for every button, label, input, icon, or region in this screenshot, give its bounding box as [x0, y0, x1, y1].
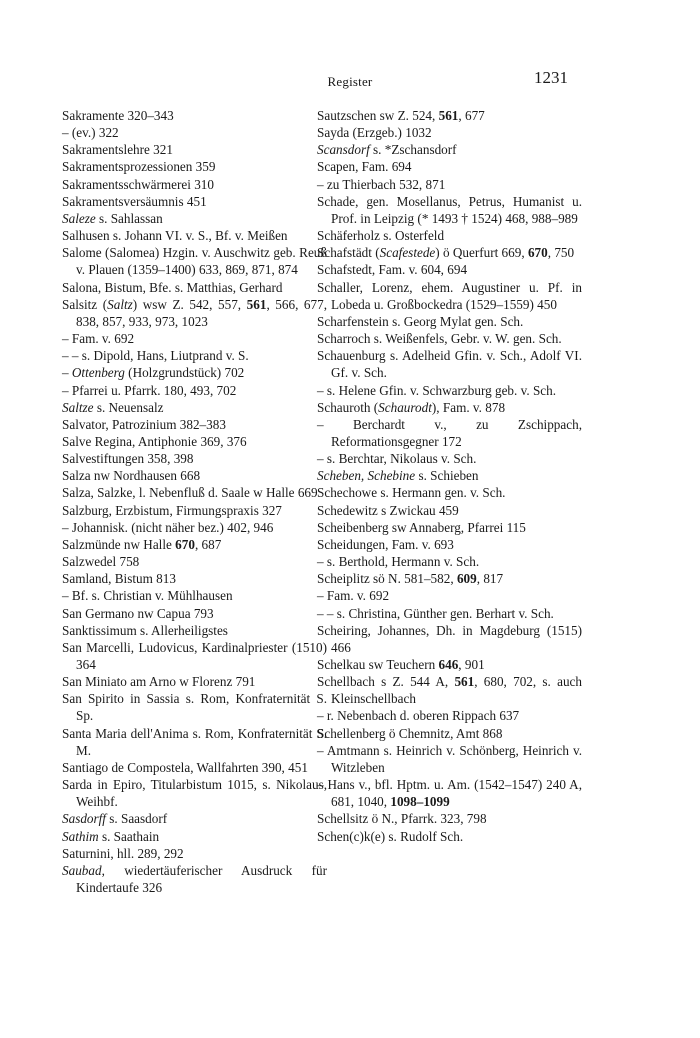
index-entry	[62, 399, 327, 416]
entry-text: Scheidungen, Fam. v. 693	[317, 536, 454, 552]
index-entry	[317, 382, 582, 399]
italic-term: Ottenberg	[71, 365, 125, 381]
index-entry	[317, 776, 582, 810]
entry-text: , 687	[194, 536, 222, 552]
entry-text: Sanktissimum s. Allerheiligstes	[62, 622, 228, 638]
index-entry	[317, 725, 582, 742]
index-entry	[62, 176, 327, 193]
index-entry	[317, 828, 582, 845]
entry-text: Santa Maria dell'Anima s. Rom, Konfraternität S. M.	[62, 725, 327, 758]
index-entry	[317, 605, 582, 622]
entry-text: Sayda (Erzgeb.) 1032	[317, 125, 432, 141]
index-entry	[317, 399, 582, 416]
entry-text: San Germano nw Capua 793	[62, 605, 214, 621]
entry-text: Salvator, Patrozinium 382–383	[62, 416, 226, 432]
entry-text: , 817	[476, 571, 504, 587]
entry-text: ) ö Querfurt 669,	[435, 245, 528, 261]
index-entry	[317, 450, 582, 467]
italic-term: Saltz	[107, 296, 133, 312]
page-ref-bold: 1098–1099	[390, 794, 450, 810]
index-entry	[62, 570, 327, 587]
index-entry	[62, 690, 327, 724]
italic-term: Schaurodt	[378, 399, 432, 415]
index-entry	[317, 553, 582, 570]
entry-text: Schelkau sw Teuchern	[317, 657, 439, 672]
entry-text: Schaller, Lorenz, ehem. Augustiner u. Pf. in Lobeda u. Großbockedra (1529–1559) 450	[317, 279, 582, 312]
index-entry	[62, 193, 327, 210]
entry-text: s. *Zschansdorf	[369, 142, 457, 158]
entry-text: Scheiring, Johannes, Dh. in Magdeburg (1515) 466	[317, 622, 582, 655]
entry-text: – Fam. v. 692	[317, 588, 390, 604]
index-entry	[62, 673, 327, 690]
index-entry	[317, 261, 582, 278]
entry-text: Sakramentsprozessionen 359	[62, 159, 216, 175]
index-entry	[317, 810, 582, 827]
index-entry	[62, 244, 327, 278]
index-entry	[62, 279, 327, 296]
index-entry	[62, 124, 327, 141]
entry-text: Salzwedel 758	[62, 554, 140, 570]
index-entry	[62, 158, 327, 175]
index-entry	[62, 587, 327, 604]
index-entry	[62, 107, 327, 124]
entry-text: Schauroth (	[317, 399, 379, 415]
entry-text: Salhusen s. Johann VI. v. S., Bf. v. Meißen	[62, 228, 288, 244]
entry-text: Santiago de Compostela, Wallfahrten 390, 451	[62, 759, 308, 775]
entry-text: Salome (Salomea) Hzgin. v. Auschwitz geb. Reuß v. Plauen (1359–1400) 633, 869, 871, 874	[62, 245, 327, 278]
entry-text: Schen(c)k(e) s. Rudolf Sch.	[317, 828, 464, 844]
index-entry	[62, 536, 327, 553]
index-entry	[62, 725, 327, 759]
index-entry	[317, 519, 582, 536]
entry-text: s. Neuensalz	[93, 399, 164, 415]
page-ref-bold: 670	[175, 536, 195, 552]
index-entry	[62, 502, 327, 519]
entry-text: Salza, Salzke, l. Nebenfluß d. Saale w Halle 669	[62, 485, 318, 501]
entry-text: Scharroch s. Weißenfels, Gebr. v. W. gen. Sch.	[317, 331, 562, 347]
index-entry	[317, 124, 582, 141]
index-entry	[62, 416, 327, 433]
index-entry	[317, 587, 582, 604]
index-entry	[317, 313, 582, 330]
index-entry	[62, 776, 327, 810]
index-entry	[62, 484, 327, 501]
entry-text: – Berchardt v., zu Zschippach, Reformationsgegner 172	[317, 416, 582, 449]
entry-text: Samland, Bistum 813	[62, 571, 176, 587]
index-entry	[317, 656, 582, 673]
entry-text: Schade, gen. Mosellanus, Petrus, Humanist u. Prof. in Leipzig (* 1493 † 1524) 468, 988–989	[317, 193, 582, 226]
italic-term: Scansdorf	[317, 142, 370, 158]
running-header: Register	[327, 74, 373, 89]
entry-text: Schafstädt (	[317, 245, 380, 261]
entry-text: s. Saathain	[98, 828, 160, 844]
entry-text: Sakramente 320–343	[62, 108, 174, 123]
index-column-right	[317, 107, 582, 845]
entry-text: – Bf. s. Christian v. Mühlhausen	[62, 588, 233, 604]
entry-text: ) wsw Z. 542, 557,	[132, 296, 247, 312]
entry-text: – Johannisk. (nicht näher bez.) 402, 946	[62, 519, 274, 535]
entry-text: Sakramentsschwärmerei 310	[62, 176, 214, 192]
entry-text: Schellenberg ö Chemnitz, Amt 868	[317, 725, 503, 741]
entry-text: , 680, 702, s. auch Kleinschellbach	[331, 674, 582, 707]
entry-text: Salsitz (	[62, 296, 108, 312]
entry-text: San Marcelli, Ludovicus, Kardinalpriester (1510) 364	[62, 639, 327, 672]
entry-text: San Spirito in Sassia s. Rom, Konfraternität S. Sp.	[62, 691, 327, 724]
entry-text: , 901	[458, 657, 485, 672]
index-entry	[317, 244, 582, 261]
index-entry	[62, 364, 327, 381]
page-ref-bold: 609	[456, 571, 477, 587]
index-entry	[62, 639, 327, 673]
italic-term: Saubad	[62, 862, 102, 878]
index-entry	[317, 330, 582, 347]
entry-text: – – s. Dipold, Hans, Liutprand v. S.	[62, 348, 249, 364]
entry-text: Salzburg, Erzbistum, Firmungspraxis 327	[62, 502, 282, 518]
entry-text: – (ev.) 322	[62, 125, 119, 141]
entry-text: Schafstedt, Fam. v. 604, 694	[317, 262, 468, 278]
index-entry	[317, 416, 582, 450]
index-entry	[317, 673, 582, 707]
page-ref-bold: 561	[438, 108, 459, 123]
page-ref-bold: 561	[246, 296, 267, 312]
entry-text: s. Schieben	[415, 468, 479, 484]
entry-text: , 750	[547, 245, 575, 261]
index-entry	[317, 176, 582, 193]
index-entry	[62, 605, 327, 622]
entry-text: , 566, 677, 838, 857, 933, 973, 1023	[76, 296, 328, 329]
entry-text: Scapen, Fam. 694	[317, 159, 412, 175]
index-entry	[317, 227, 582, 244]
entry-text: Schellbach s Z. 544 A,	[317, 674, 455, 690]
italic-term: Scheben, Schebine	[317, 468, 416, 484]
index-entry	[317, 141, 582, 158]
italic-term: Saleze	[62, 210, 96, 226]
page-ref-bold: 646	[438, 657, 459, 672]
index-entry	[62, 828, 327, 845]
entry-text: Scharfenstein s. Georg Mylat gen. Sch.	[317, 313, 524, 329]
index-entry	[62, 553, 327, 570]
entry-text: – Hans v., bfl. Hptm. u. Am. (1542–1547) 240 A, 681, 1040,	[317, 777, 582, 810]
entry-text: Salve Regina, Antiphonie 369, 376	[62, 433, 247, 449]
entry-text: – s. Berthold, Hermann v. Sch.	[317, 554, 480, 570]
index-entry	[62, 382, 327, 399]
entry-text: s. Saasdorf	[105, 811, 168, 827]
index-entry	[317, 107, 582, 124]
index-entry	[317, 502, 582, 519]
index-entry	[62, 759, 327, 776]
entry-text: Schauenburg s. Adelheid Gfin. v. Sch., Adolf VI. Gf. v. Sch.	[317, 348, 582, 381]
index-entry	[317, 193, 582, 227]
italic-term: Saltze	[62, 399, 94, 415]
entry-text: – – s. Christina, Günther gen. Berhart v. Sch.	[317, 605, 554, 621]
index-entry	[317, 570, 582, 587]
index-entry	[62, 296, 327, 330]
entry-text: Salza nw Nordhausen 668	[62, 468, 201, 484]
entry-text: Salzmünde nw Halle	[62, 536, 176, 552]
index-entry	[62, 330, 327, 347]
index-entry	[317, 707, 582, 724]
index-entry	[62, 141, 327, 158]
entry-text: – Amtmann s. Heinrich v. Schönberg, Heinrich v. Witzleben	[317, 742, 582, 775]
index-entry	[317, 742, 582, 776]
page-ref-bold: 561	[454, 674, 475, 690]
entry-text: Schedewitz s Zwickau 459	[317, 502, 459, 518]
index-entry	[62, 347, 327, 364]
entry-text: San Miniato am Arno w Florenz 791	[62, 674, 256, 690]
index-entry	[62, 210, 327, 227]
italic-term: Scafestede	[379, 245, 436, 261]
entry-text: Scheiplitz sö N. 581–582,	[317, 571, 457, 587]
index-entry	[317, 347, 582, 381]
entry-text: – r. Nebenbach d. oberen Rippach 637	[317, 708, 520, 724]
entry-text: Schellsitz ö N., Pfarrk. 323, 798	[317, 811, 487, 827]
italic-term: Sathim	[62, 828, 99, 844]
entry-text: –	[62, 365, 72, 381]
entry-text: , wiedertäuferischer Ausdruck für Kindertaufe 326	[76, 862, 327, 896]
index-column-left	[62, 107, 327, 896]
entry-text: Sarda in Epiro, Titularbistum 1015, s. Nikolaus, Weihbf.	[62, 777, 327, 810]
entry-text: s. Sahlassan	[95, 210, 163, 226]
index-entry	[317, 279, 582, 313]
entry-text: ), Fam. v. 878	[431, 399, 506, 415]
entry-text: – zu Thierbach 532, 871	[317, 176, 446, 192]
index-entry	[62, 227, 327, 244]
entry-text: Saturnini, hll. 289, 292	[62, 845, 184, 861]
page-ref-bold: 670	[527, 245, 548, 261]
index-entry	[62, 450, 327, 467]
entry-text: – Fam. v. 692	[62, 331, 135, 347]
index-entry	[62, 467, 327, 484]
index-entry	[62, 862, 327, 896]
entry-text: – s. Helene Gfin. v. Schwarzburg geb. v. Sch.	[317, 382, 557, 398]
entry-text: Schäferholz s. Osterfeld	[317, 228, 445, 244]
index-entry	[62, 433, 327, 450]
index-entry	[317, 622, 582, 656]
entry-text: – s. Berchtar, Nikolaus v. Sch.	[317, 451, 477, 467]
index-entry	[62, 622, 327, 639]
index-entry	[62, 845, 327, 862]
entry-text: (Holzgrundstück) 702	[124, 365, 245, 381]
index-entry	[317, 158, 582, 175]
entry-text: , 677	[458, 108, 485, 123]
entry-text: Scheibenberg sw Annaberg, Pfarrei 115	[317, 519, 526, 535]
index-entry	[317, 467, 582, 484]
index-entry	[62, 810, 327, 827]
entry-text: – Pfarrei u. Pfarrk. 180, 493, 702	[62, 382, 237, 398]
index-entry	[62, 519, 327, 536]
entry-text: Sakramentslehre 321	[62, 142, 173, 158]
entry-text: Salvestiftungen 358, 398	[62, 451, 194, 467]
entry-text: Sakramentsversäumnis 451	[62, 193, 207, 209]
index-entry	[317, 536, 582, 553]
entry-text: Schechowe s. Hermann gen. v. Sch.	[317, 485, 506, 501]
italic-term: Sasdorff	[62, 811, 106, 827]
index-entry	[317, 484, 582, 501]
entry-text: Salona, Bistum, Bfe. s. Matthias, Gerhard	[62, 279, 283, 295]
page-number: 1231	[534, 68, 568, 87]
entry-text: Sautzschen sw Z. 524,	[317, 108, 439, 123]
